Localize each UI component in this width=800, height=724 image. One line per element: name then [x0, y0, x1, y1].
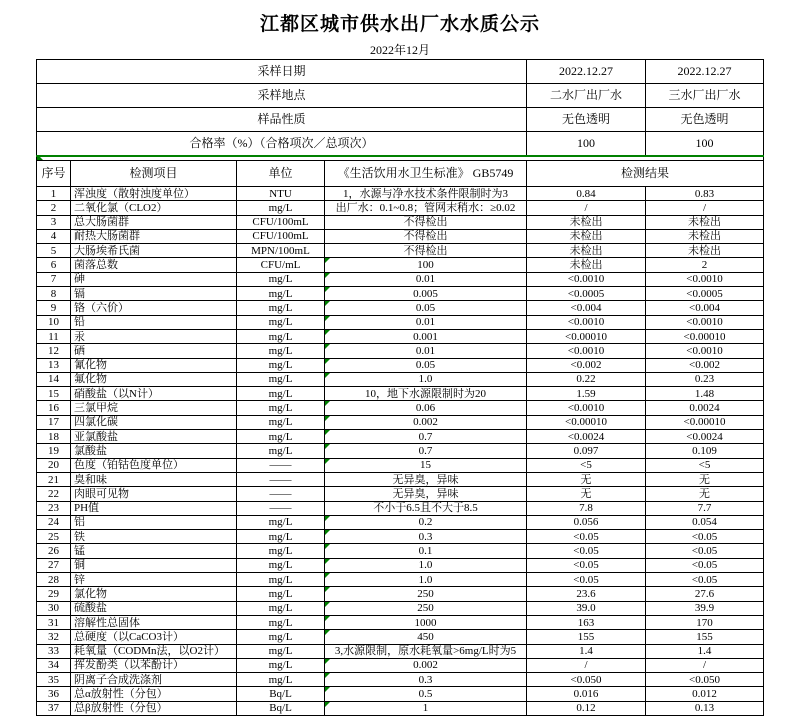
- row-number-cell: 23: [37, 501, 71, 515]
- result-plant2-cell: 0.12: [527, 701, 646, 715]
- standard-cell: 0.3: [325, 530, 527, 544]
- standard-cell: 450: [325, 630, 527, 644]
- result-plant3-cell: 0.0024: [646, 401, 764, 415]
- table-row: [37, 258, 764, 272]
- column-header-row: [37, 161, 764, 187]
- standard-cell: 0.001: [325, 329, 527, 343]
- row-number-cell: 24: [37, 515, 71, 529]
- result-plant2-cell: 7.8: [527, 501, 646, 515]
- item-name-cell: 四氯化碳: [71, 415, 237, 429]
- result-plant3-cell: <0.0010: [646, 344, 764, 358]
- green-break-line: [37, 156, 764, 161]
- info-label-cell: 采样日期: [37, 60, 527, 84]
- row-number-cell: 4: [37, 229, 71, 243]
- standard-cell: 1.0: [325, 372, 527, 386]
- unit-cell: mg/L: [237, 430, 325, 444]
- result-plant3-cell: <0.0005: [646, 287, 764, 301]
- item-name-cell: 氯酸盐: [71, 444, 237, 458]
- unit-cell: mg/L: [237, 415, 325, 429]
- unit-cell: mg/L: [237, 530, 325, 544]
- table-row: [37, 587, 764, 601]
- table-row: [37, 358, 764, 372]
- col-header-no: 序号: [37, 161, 71, 187]
- result-plant3-cell: 0.83: [646, 187, 764, 201]
- standard-cell: 1: [325, 701, 527, 715]
- standard-cell: 0.01: [325, 344, 527, 358]
- item-name-cell: 耐热大肠菌群: [71, 229, 237, 243]
- standard-cell: 1000: [325, 615, 527, 629]
- item-name-cell: 氟化物: [71, 372, 237, 386]
- pass-rate-row: [37, 132, 764, 157]
- row-number-cell: 28: [37, 573, 71, 587]
- table-row: [37, 673, 764, 687]
- row-number-cell: 14: [37, 372, 71, 386]
- item-name-cell: 臭和味: [71, 472, 237, 486]
- result-plant3-cell: 155: [646, 630, 764, 644]
- item-name-cell: 阴离子合成洗涤剂: [71, 673, 237, 687]
- result-plant2-cell: <0.0010: [527, 401, 646, 415]
- row-number-cell: 29: [37, 587, 71, 601]
- row-number-cell: 34: [37, 658, 71, 672]
- item-name-cell: 铅: [71, 315, 237, 329]
- item-name-cell: 硒: [71, 344, 237, 358]
- row-number-cell: 33: [37, 644, 71, 658]
- col-header-standard: 《生活饮用水卫生标准》 GB5749: [325, 161, 527, 187]
- result-plant3-cell: 无: [646, 487, 764, 501]
- standard-cell: 0.002: [325, 658, 527, 672]
- unit-cell: ——: [237, 501, 325, 515]
- unit-cell: mg/L: [237, 372, 325, 386]
- row-number-cell: 15: [37, 387, 71, 401]
- col-header-result: 检测结果: [527, 161, 764, 187]
- pass-rate-plant3: 100: [646, 132, 764, 157]
- unit-cell: mg/L: [237, 630, 325, 644]
- sampling-date-plant2: 2022.12.27: [527, 60, 646, 84]
- table-row: [37, 644, 764, 658]
- unit-cell: mg/L: [237, 272, 325, 286]
- row-number-cell: 5: [37, 244, 71, 258]
- unit-cell: mg/L: [237, 401, 325, 415]
- unit-cell: mg/L: [237, 615, 325, 629]
- item-name-cell: 肉眼可见物: [71, 487, 237, 501]
- info-label-cell: 合格率（%）（合格项次／总项次）: [37, 132, 527, 157]
- result-plant2-cell: 0.056: [527, 515, 646, 529]
- row-number-cell: 6: [37, 258, 71, 272]
- result-plant3-cell: /: [646, 201, 764, 215]
- table-row: [37, 601, 764, 615]
- item-name-cell: 总β放射性（分包）: [71, 701, 237, 715]
- result-plant3-cell: <0.05: [646, 573, 764, 587]
- table-row: [37, 558, 764, 572]
- row-number-cell: 22: [37, 487, 71, 501]
- row-number-cell: 12: [37, 344, 71, 358]
- unit-cell: mg/L: [237, 558, 325, 572]
- result-plant3-cell: <0.05: [646, 544, 764, 558]
- row-number-cell: 7: [37, 272, 71, 286]
- row-number-cell: 18: [37, 430, 71, 444]
- row-number-cell: 10: [37, 315, 71, 329]
- standard-cell: 0.05: [325, 358, 527, 372]
- table-row: [37, 401, 764, 415]
- standard-cell: 不得检出: [325, 215, 527, 229]
- unit-cell: ——: [237, 458, 325, 472]
- unit-cell: CFU/100mL: [237, 215, 325, 229]
- standard-cell: 0.002: [325, 415, 527, 429]
- sampling-date-plant3: 2022.12.27: [646, 60, 764, 84]
- result-plant3-cell: <0.05: [646, 530, 764, 544]
- standard-cell: 10，地下水源限制时为20: [325, 387, 527, 401]
- standard-cell: 0.3: [325, 673, 527, 687]
- unit-cell: mg/L: [237, 358, 325, 372]
- item-name-cell: 总大肠菌群: [71, 215, 237, 229]
- item-name-cell: 溶解性总固体: [71, 615, 237, 629]
- result-plant3-cell: 2: [646, 258, 764, 272]
- row-number-cell: 35: [37, 673, 71, 687]
- excel-break-row: [37, 156, 764, 161]
- item-name-cell: 耗氧量（CODMn法，以O2计）: [71, 644, 237, 658]
- result-plant2-cell: 155: [527, 630, 646, 644]
- table-row: [37, 329, 764, 343]
- item-name-cell: 镉: [71, 287, 237, 301]
- row-number-cell: 30: [37, 601, 71, 615]
- result-plant3-cell: 0.23: [646, 372, 764, 386]
- table-row: [37, 487, 764, 501]
- standard-cell: 不得检出: [325, 229, 527, 243]
- item-name-cell: 砷: [71, 272, 237, 286]
- result-plant2-cell: 0.22: [527, 372, 646, 386]
- result-plant2-cell: <0.05: [527, 544, 646, 558]
- table-row: [37, 315, 764, 329]
- item-name-cell: 二氧化氯（CLO2）: [71, 201, 237, 215]
- row-number-cell: 25: [37, 530, 71, 544]
- pass-rate-plant2: 100: [527, 132, 646, 157]
- result-plant3-cell: 170: [646, 615, 764, 629]
- result-plant3-cell: 未检出: [646, 244, 764, 258]
- table-row: [37, 187, 764, 201]
- unit-cell: mg/L: [237, 573, 325, 587]
- standard-cell: 15: [325, 458, 527, 472]
- result-plant2-cell: 163: [527, 615, 646, 629]
- green-corner-marker: [37, 156, 43, 160]
- result-plant3-cell: 0.109: [646, 444, 764, 458]
- result-plant3-cell: 1.48: [646, 387, 764, 401]
- result-plant3-cell: 0.13: [646, 701, 764, 715]
- standard-cell: 1.0: [325, 558, 527, 572]
- result-plant2-cell: 23.6: [527, 587, 646, 601]
- row-number-cell: 3: [37, 215, 71, 229]
- sample-property-plant2: 无色透明: [527, 108, 646, 132]
- table-row: [37, 287, 764, 301]
- standard-cell: 0.005: [325, 287, 527, 301]
- row-number-cell: 8: [37, 287, 71, 301]
- unit-cell: mg/L: [237, 601, 325, 615]
- standard-cell: 不小于6.5且不大于8.5: [325, 501, 527, 515]
- table-row: [37, 244, 764, 258]
- standard-cell: 0.7: [325, 444, 527, 458]
- result-plant3-cell: <5: [646, 458, 764, 472]
- item-name-cell: 氰化物: [71, 358, 237, 372]
- result-plant2-cell: 未检出: [527, 244, 646, 258]
- result-plant2-cell: 0.097: [527, 444, 646, 458]
- item-name-cell: 色度（铂钴色度单位）: [71, 458, 237, 472]
- row-number-cell: 37: [37, 701, 71, 715]
- item-name-cell: 挥发酚类（以苯酚计）: [71, 658, 237, 672]
- unit-cell: mg/L: [237, 301, 325, 315]
- result-plant3-cell: <0.00010: [646, 329, 764, 343]
- item-name-cell: 总α放射性（分包）: [71, 687, 237, 701]
- table-row: [37, 201, 764, 215]
- result-plant2-cell: <0.00010: [527, 329, 646, 343]
- unit-cell: mg/L: [237, 287, 325, 301]
- result-plant2-cell: /: [527, 658, 646, 672]
- item-name-cell: 锰: [71, 544, 237, 558]
- result-plant3-cell: 39.9: [646, 601, 764, 615]
- item-name-cell: 氯化物: [71, 587, 237, 601]
- table-row: [37, 415, 764, 429]
- result-plant3-cell: <0.004: [646, 301, 764, 315]
- result-plant3-cell: <0.0024: [646, 430, 764, 444]
- standard-cell: 3,水源限制，原水耗氧量>6mg/L时为5: [325, 644, 527, 658]
- standard-cell: 0.2: [325, 515, 527, 529]
- unit-cell: ——: [237, 472, 325, 486]
- unit-cell: Bq/L: [237, 687, 325, 701]
- result-plant3-cell: <0.00010: [646, 415, 764, 429]
- result-plant2-cell: <0.05: [527, 530, 646, 544]
- result-plant3-cell: 7.7: [646, 501, 764, 515]
- table-row: [37, 544, 764, 558]
- standard-cell: 0.5: [325, 687, 527, 701]
- table-row: [37, 530, 764, 544]
- unit-cell: mg/L: [237, 544, 325, 558]
- table-row: [37, 472, 764, 486]
- item-name-cell: 硫酸盐: [71, 601, 237, 615]
- unit-cell: mg/L: [237, 587, 325, 601]
- result-plant2-cell: <0.0005: [527, 287, 646, 301]
- result-plant3-cell: <0.0010: [646, 272, 764, 286]
- table-row: [37, 387, 764, 401]
- result-plant3-cell: 27.6: [646, 587, 764, 601]
- unit-cell: mg/L: [237, 658, 325, 672]
- result-plant3-cell: <0.002: [646, 358, 764, 372]
- standard-cell: 250: [325, 587, 527, 601]
- table-row: [37, 515, 764, 529]
- result-plant2-cell: <5: [527, 458, 646, 472]
- item-name-cell: 锌: [71, 573, 237, 587]
- row-number-cell: 31: [37, 615, 71, 629]
- result-plant2-cell: <0.0010: [527, 315, 646, 329]
- result-plant2-cell: <0.05: [527, 573, 646, 587]
- result-plant2-cell: 39.0: [527, 601, 646, 615]
- row-number-cell: 1: [37, 187, 71, 201]
- standard-cell: 0.01: [325, 272, 527, 286]
- table-row: [37, 573, 764, 587]
- table-row: [37, 444, 764, 458]
- unit-cell: ——: [237, 487, 325, 501]
- result-plant3-cell: <0.05: [646, 558, 764, 572]
- result-plant2-cell: 未检出: [527, 215, 646, 229]
- result-plant2-cell: 1.59: [527, 387, 646, 401]
- result-plant3-cell: 0.012: [646, 687, 764, 701]
- result-plant3-cell: <0.0010: [646, 315, 764, 329]
- report-month: 2022年12月: [369, 43, 430, 57]
- result-plant2-cell: 1.4: [527, 644, 646, 658]
- standard-cell: 无异臭，异味: [325, 487, 527, 501]
- result-plant2-cell: 未检出: [527, 258, 646, 272]
- item-name-cell: 铁: [71, 530, 237, 544]
- unit-cell: mg/L: [237, 515, 325, 529]
- result-plant2-cell: <0.004: [527, 301, 646, 315]
- unit-cell: mg/L: [237, 644, 325, 658]
- table-row: [37, 229, 764, 243]
- standard-cell: 0.06: [325, 401, 527, 415]
- table-row: [37, 630, 764, 644]
- row-number-cell: 27: [37, 558, 71, 572]
- unit-cell: mg/L: [237, 673, 325, 687]
- item-name-cell: 汞: [71, 329, 237, 343]
- row-number-cell: 36: [37, 687, 71, 701]
- item-name-cell: PH值: [71, 501, 237, 515]
- standard-cell: 100: [325, 258, 527, 272]
- info-label-cell: 样品性质: [37, 108, 527, 132]
- result-plant2-cell: <0.0024: [527, 430, 646, 444]
- result-plant3-cell: 0.054: [646, 515, 764, 529]
- table-row: [37, 701, 764, 715]
- table-row: [37, 458, 764, 472]
- row-number-cell: 16: [37, 401, 71, 415]
- unit-cell: mg/L: [237, 387, 325, 401]
- item-name-cell: 浑浊度（散射浊度单位）: [71, 187, 237, 201]
- standard-cell: 1.0: [325, 573, 527, 587]
- data-rows: [37, 187, 764, 716]
- result-plant2-cell: <0.002: [527, 358, 646, 372]
- row-number-cell: 11: [37, 329, 71, 343]
- sampling-date-row: [37, 60, 764, 84]
- item-name-cell: 菌落总数: [71, 258, 237, 272]
- item-name-cell: 硝酸盐（以N计）: [71, 387, 237, 401]
- standard-cell: 0.01: [325, 315, 527, 329]
- row-number-cell: 17: [37, 415, 71, 429]
- unit-cell: mg/L: [237, 329, 325, 343]
- result-plant3-cell: 无: [646, 472, 764, 486]
- result-plant3-cell: <0.050: [646, 673, 764, 687]
- table-row: [37, 430, 764, 444]
- row-number-cell: 2: [37, 201, 71, 215]
- standard-cell: 无异臭，异味: [325, 472, 527, 486]
- item-name-cell: 铜: [71, 558, 237, 572]
- result-plant3-cell: 未检出: [646, 229, 764, 243]
- row-number-cell: 20: [37, 458, 71, 472]
- unit-cell: mg/L: [237, 201, 325, 215]
- result-plant2-cell: /: [527, 201, 646, 215]
- row-number-cell: 9: [37, 301, 71, 315]
- item-name-cell: 大肠埃希氏菌: [71, 244, 237, 258]
- unit-cell: NTU: [237, 187, 325, 201]
- result-plant2-cell: 0.84: [527, 187, 646, 201]
- standard-cell: 0.05: [325, 301, 527, 315]
- standard-cell: 出厂水：0.1~0.8；管网末稍水：≥0.02: [325, 201, 527, 215]
- water-quality-table: [36, 59, 764, 716]
- unit-cell: mg/L: [237, 444, 325, 458]
- unit-cell: Bq/L: [237, 701, 325, 715]
- item-name-cell: 三氯甲烷: [71, 401, 237, 415]
- item-name-cell: 铝: [71, 515, 237, 529]
- table-row: [37, 272, 764, 286]
- sampling-location-plant2: 二水厂出厂水: [527, 84, 646, 108]
- sampling-location-row: [37, 84, 764, 108]
- table-row: [37, 501, 764, 515]
- standard-cell: 250: [325, 601, 527, 615]
- unit-cell: mg/L: [237, 315, 325, 329]
- page-title: 江都区城市供水出厂水水质公示: [259, 14, 540, 35]
- standard-cell: 0.1: [325, 544, 527, 558]
- item-name-cell: 铬（六价）: [71, 301, 237, 315]
- unit-cell: CFU/mL: [237, 258, 325, 272]
- result-plant2-cell: <0.0010: [527, 344, 646, 358]
- result-plant2-cell: 0.016: [527, 687, 646, 701]
- item-name-cell: 总硬度（以CaCO3计）: [71, 630, 237, 644]
- result-plant3-cell: 1.4: [646, 644, 764, 658]
- row-number-cell: 19: [37, 444, 71, 458]
- table-row: [37, 615, 764, 629]
- unit-cell: MPN/100mL: [237, 244, 325, 258]
- table-row: [37, 372, 764, 386]
- info-label-cell: 采样地点: [37, 84, 527, 108]
- standard-cell: 不得检出: [325, 244, 527, 258]
- table-row: [37, 344, 764, 358]
- item-name-cell: 亚氯酸盐: [71, 430, 237, 444]
- result-plant2-cell: <0.0010: [527, 272, 646, 286]
- table-row: [37, 687, 764, 701]
- col-header-item: 检测项目: [71, 161, 237, 187]
- unit-cell: mg/L: [237, 344, 325, 358]
- row-number-cell: 32: [37, 630, 71, 644]
- result-plant2-cell: 无: [527, 487, 646, 501]
- result-plant2-cell: 无: [527, 472, 646, 486]
- col-header-unit: 单位: [237, 161, 325, 187]
- result-plant3-cell: /: [646, 658, 764, 672]
- row-number-cell: 26: [37, 544, 71, 558]
- result-plant2-cell: 未检出: [527, 229, 646, 243]
- result-plant3-cell: 未检出: [646, 215, 764, 229]
- table-row: [37, 658, 764, 672]
- row-number-cell: 13: [37, 358, 71, 372]
- result-plant2-cell: <0.00010: [527, 415, 646, 429]
- sampling-location-plant3: 三水厂出厂水: [646, 84, 764, 108]
- table-row: [37, 301, 764, 315]
- unit-cell: CFU/100mL: [237, 229, 325, 243]
- result-plant2-cell: <0.05: [527, 558, 646, 572]
- row-number-cell: 21: [37, 472, 71, 486]
- sample-property-row: [37, 108, 764, 132]
- result-plant2-cell: <0.050: [527, 673, 646, 687]
- table-row: [37, 215, 764, 229]
- sample-property-plant3: 无色透明: [646, 108, 764, 132]
- standard-cell: 1，水源与净水技术条件限制时为3: [325, 187, 527, 201]
- standard-cell: 0.7: [325, 430, 527, 444]
